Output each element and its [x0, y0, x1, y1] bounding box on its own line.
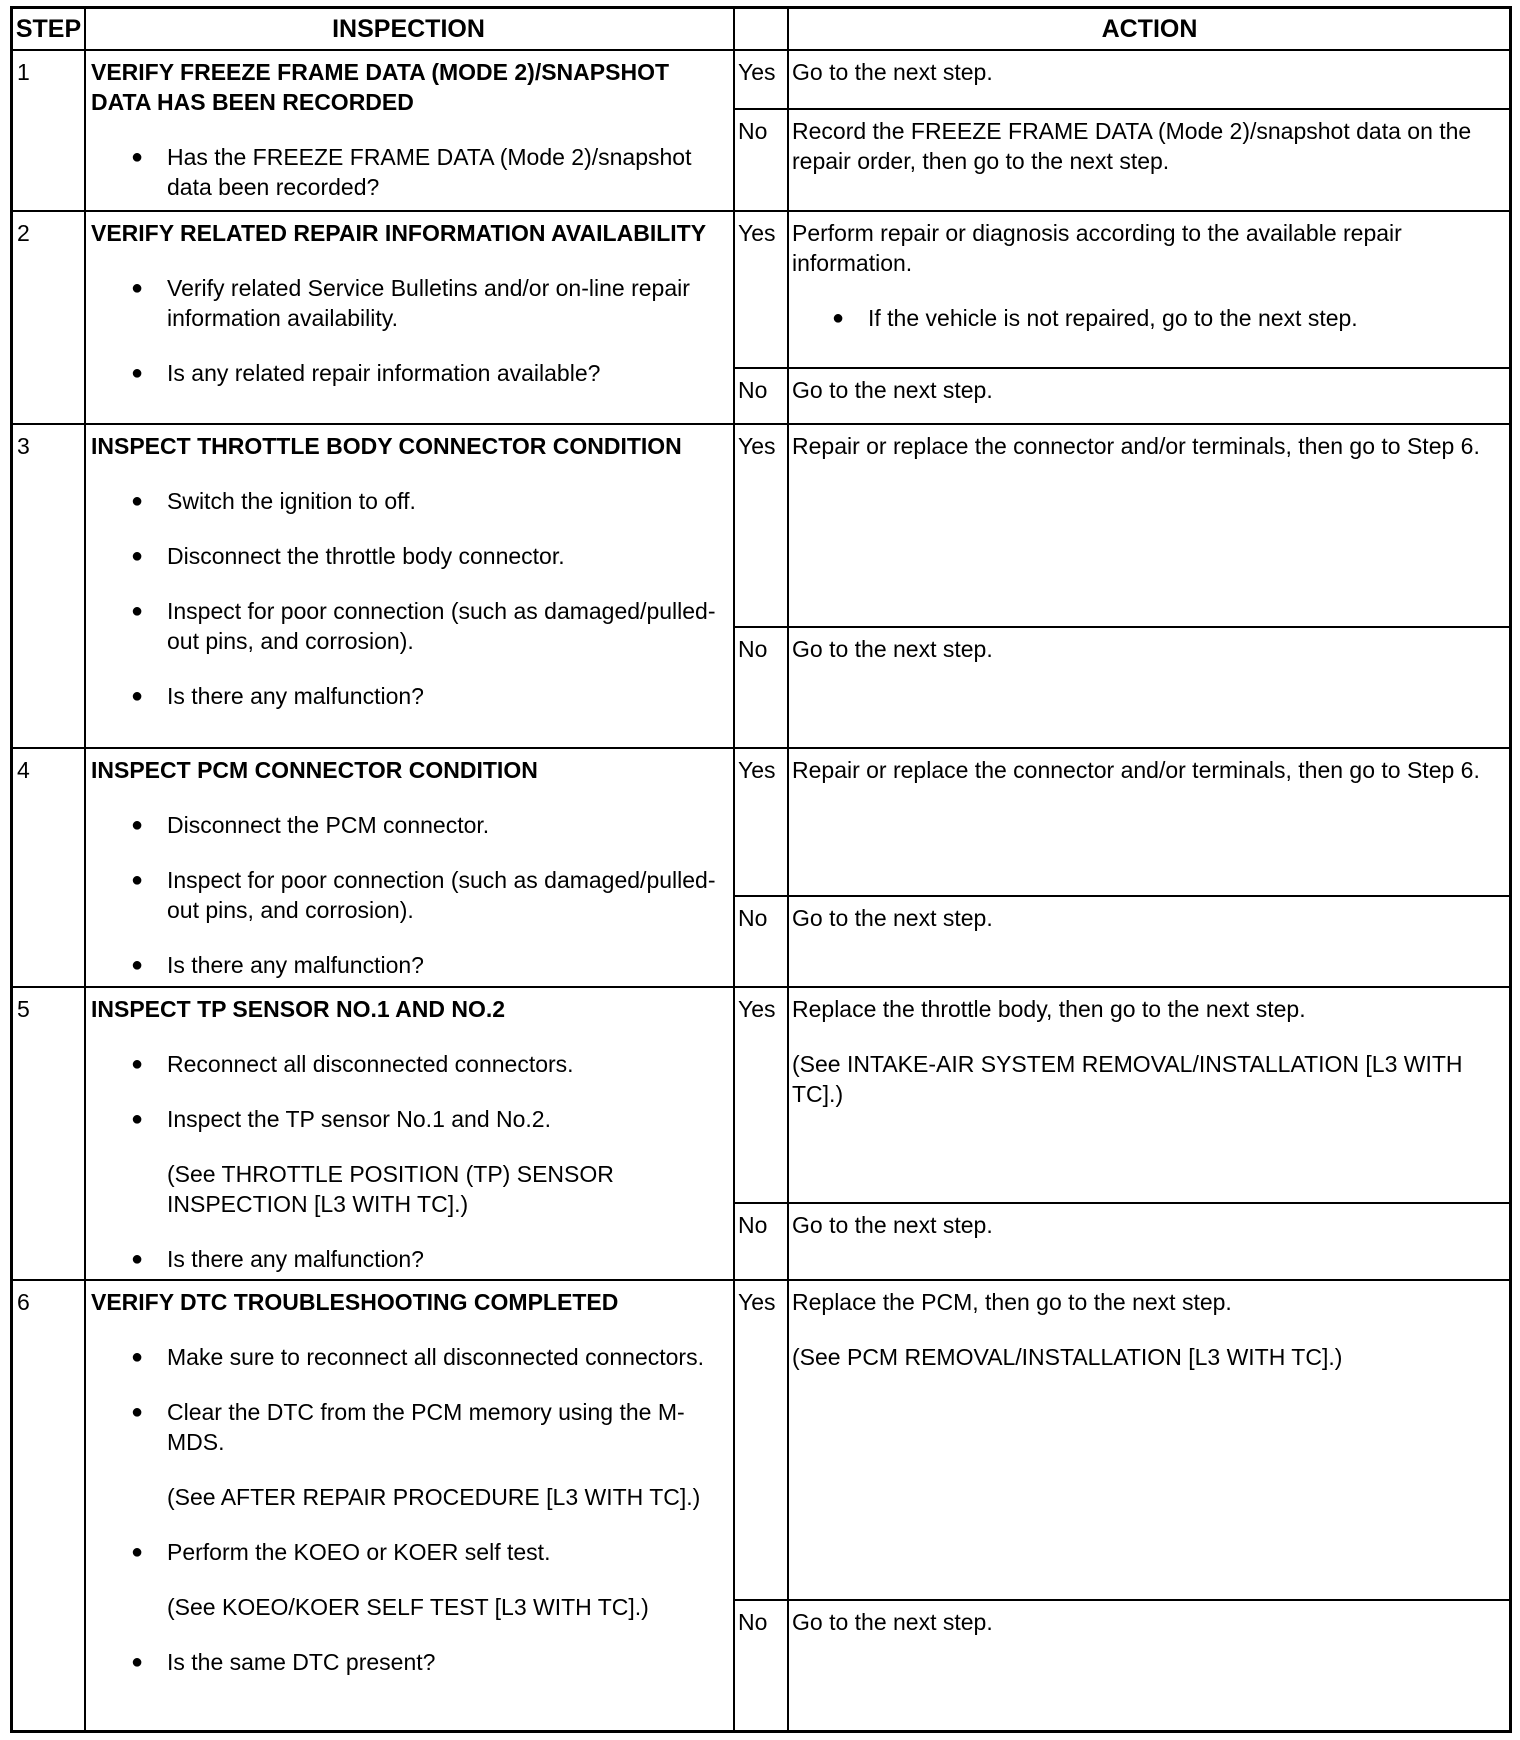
step-number: 2	[17, 220, 30, 246]
step-5-inspection	[91, 994, 731, 1299]
inspection-item: ● Make sure to reconnect all disconnected connectors.	[91, 1342, 731, 1372]
no-label: No	[738, 905, 768, 931]
col-divider-yesno	[787, 9, 789, 1730]
header-action: ACTION	[1101, 15, 1198, 43]
no-action	[792, 375, 1502, 430]
yes-no-separator	[733, 895, 1509, 897]
action-text: Repair or replace the connector and/or terminals, then go to Step 6.	[792, 757, 1480, 783]
inspection-item: ● Is there any malfunction?	[91, 950, 731, 980]
yes-action	[792, 994, 1502, 1134]
action-text: Repair or replace the connector and/or terminals, then go to Step 6.	[792, 433, 1480, 459]
header-step: STEP	[15, 15, 82, 43]
yes-action	[792, 755, 1502, 810]
no-action	[792, 903, 1502, 958]
no-label: No	[738, 118, 768, 144]
step-1-inspection	[91, 57, 731, 227]
action-text: Go to the next step.	[792, 636, 993, 662]
no-label: No	[738, 377, 768, 403]
no-action	[792, 1210, 1502, 1265]
reference-note: (See THROTTLE POSITION (TP) SENSOR INSPECTION [L3 WITH TC].)	[167, 1161, 614, 1217]
step-title: VERIFY DTC TROUBLESHOOTING COMPLETED	[91, 1289, 619, 1315]
step-2-inspection	[91, 218, 731, 413]
yes-action	[792, 57, 1502, 112]
yes-label: Yes	[738, 59, 776, 85]
action-text: Go to the next step.	[792, 377, 993, 403]
step-title: VERIFY FREEZE FRAME DATA (MODE 2)/SNAPSHOT DATA HAS BEEN RECORDED	[91, 59, 670, 115]
no-label: No	[738, 636, 768, 662]
yes-label: Yes	[738, 996, 776, 1022]
step-4-inspection	[91, 755, 731, 1005]
yes-label: Yes	[738, 220, 776, 246]
col-divider-inspection	[733, 9, 735, 1730]
inspection-item: ● Reconnect all disconnected connectors.	[91, 1049, 731, 1079]
step-number: 4	[17, 757, 30, 783]
inspection-item: ● Switch the ignition to off.	[91, 486, 731, 516]
inspection-item: ● Is there any malfunction?	[91, 681, 731, 711]
step-title: VERIFY RELATED REPAIR INFORMATION AVAILABILITY	[91, 220, 707, 246]
header-rule	[13, 49, 1509, 51]
yes-label: Yes	[738, 433, 776, 459]
step-number: 3	[17, 433, 30, 459]
inspection-item: ● Is any related repair information available?	[91, 358, 731, 388]
inspection-item: ● Has the FREEZE FRAME DATA (Mode 2)/snapshot data been recorded?	[91, 142, 731, 202]
step-title: INSPECT THROTTLE BODY CONNECTOR CONDITION	[91, 433, 682, 459]
no-action	[792, 1607, 1502, 1662]
action-text: Go to the next step.	[792, 1212, 993, 1238]
step-number: 6	[17, 1289, 30, 1315]
inspection-item: ● Is there any malfunction?	[91, 1244, 731, 1274]
step-6-inspection	[91, 1287, 731, 1702]
yes-action	[792, 1287, 1502, 1397]
inspection-item: ● Inspect the TP sensor No.1 and No.2.	[91, 1104, 731, 1134]
no-action	[792, 116, 1502, 201]
yes-label: Yes	[738, 1289, 776, 1315]
step-number: 1	[17, 59, 30, 85]
reference-note: (See PCM REMOVAL/INSTALLATION [L3 WITH TC].)	[792, 1344, 1343, 1370]
inspection-item: ● Inspect for poor connection (such as damaged/pulled-out pins, and corrosion).	[91, 865, 731, 925]
inspection-item: ● Perform the KOEO or KOER self test.	[91, 1537, 731, 1567]
action-text: Perform repair or diagnosis according to the available repair information.	[792, 220, 1402, 276]
step-3-inspection	[91, 431, 731, 736]
reference-note: (See KOEO/KOER SELF TEST [L3 WITH TC].)	[167, 1594, 649, 1620]
col-divider-step	[84, 9, 86, 1730]
troubleshooting-table	[10, 6, 1512, 1733]
yes-action	[792, 218, 1502, 358]
action-bullet: ● If the vehicle is not repaired, go to the next step.	[792, 303, 1502, 333]
action-text: Replace the throttle body, then go to the next step.	[792, 996, 1306, 1022]
action-text: Go to the next step.	[792, 905, 993, 931]
step-title: INSPECT PCM CONNECTOR CONDITION	[91, 757, 538, 783]
yes-no-separator	[733, 626, 1509, 628]
step-title: INSPECT TP SENSOR NO.1 AND NO.2	[91, 996, 506, 1022]
header-inspection: INSPECTION	[332, 15, 485, 43]
inspection-item: ● Disconnect the PCM connector.	[91, 810, 731, 840]
reference-note: (See AFTER REPAIR PROCEDURE [L3 WITH TC].)	[167, 1484, 701, 1510]
no-label: No	[738, 1212, 768, 1238]
inspection-item: ● Clear the DTC from the PCM memory using the M-MDS.	[91, 1397, 731, 1457]
inspection-item: ● Disconnect the throttle body connector.	[91, 541, 731, 571]
action-text: Go to the next step.	[792, 1609, 993, 1635]
step-number: 5	[17, 996, 30, 1022]
no-label: No	[738, 1609, 768, 1635]
row-separator	[13, 747, 1509, 749]
yes-action	[792, 431, 1502, 486]
reference-note: (See INTAKE-AIR SYSTEM REMOVAL/INSTALLATION [L3 WITH TC].)	[792, 1051, 1463, 1107]
yes-no-separator	[733, 367, 1509, 369]
action-text: Replace the PCM, then go to the next step.	[792, 1289, 1232, 1315]
yes-no-separator	[733, 1599, 1509, 1601]
yes-label: Yes	[738, 757, 776, 783]
yes-no-separator	[733, 1202, 1509, 1204]
action-text: Go to the next step.	[792, 59, 993, 85]
action-text: Record the FREEZE FRAME DATA (Mode 2)/snapshot data on the repair order, then go to the next step.	[792, 118, 1472, 174]
no-action	[792, 634, 1502, 689]
inspection-item: ● Is the same DTC present?	[91, 1647, 731, 1677]
inspection-item: ● Verify related Service Bulletins and/or on-line repair information availability.	[91, 273, 731, 333]
inspection-item: ● Inspect for poor connection (such as damaged/pulled-out pins, and corrosion).	[91, 596, 731, 656]
